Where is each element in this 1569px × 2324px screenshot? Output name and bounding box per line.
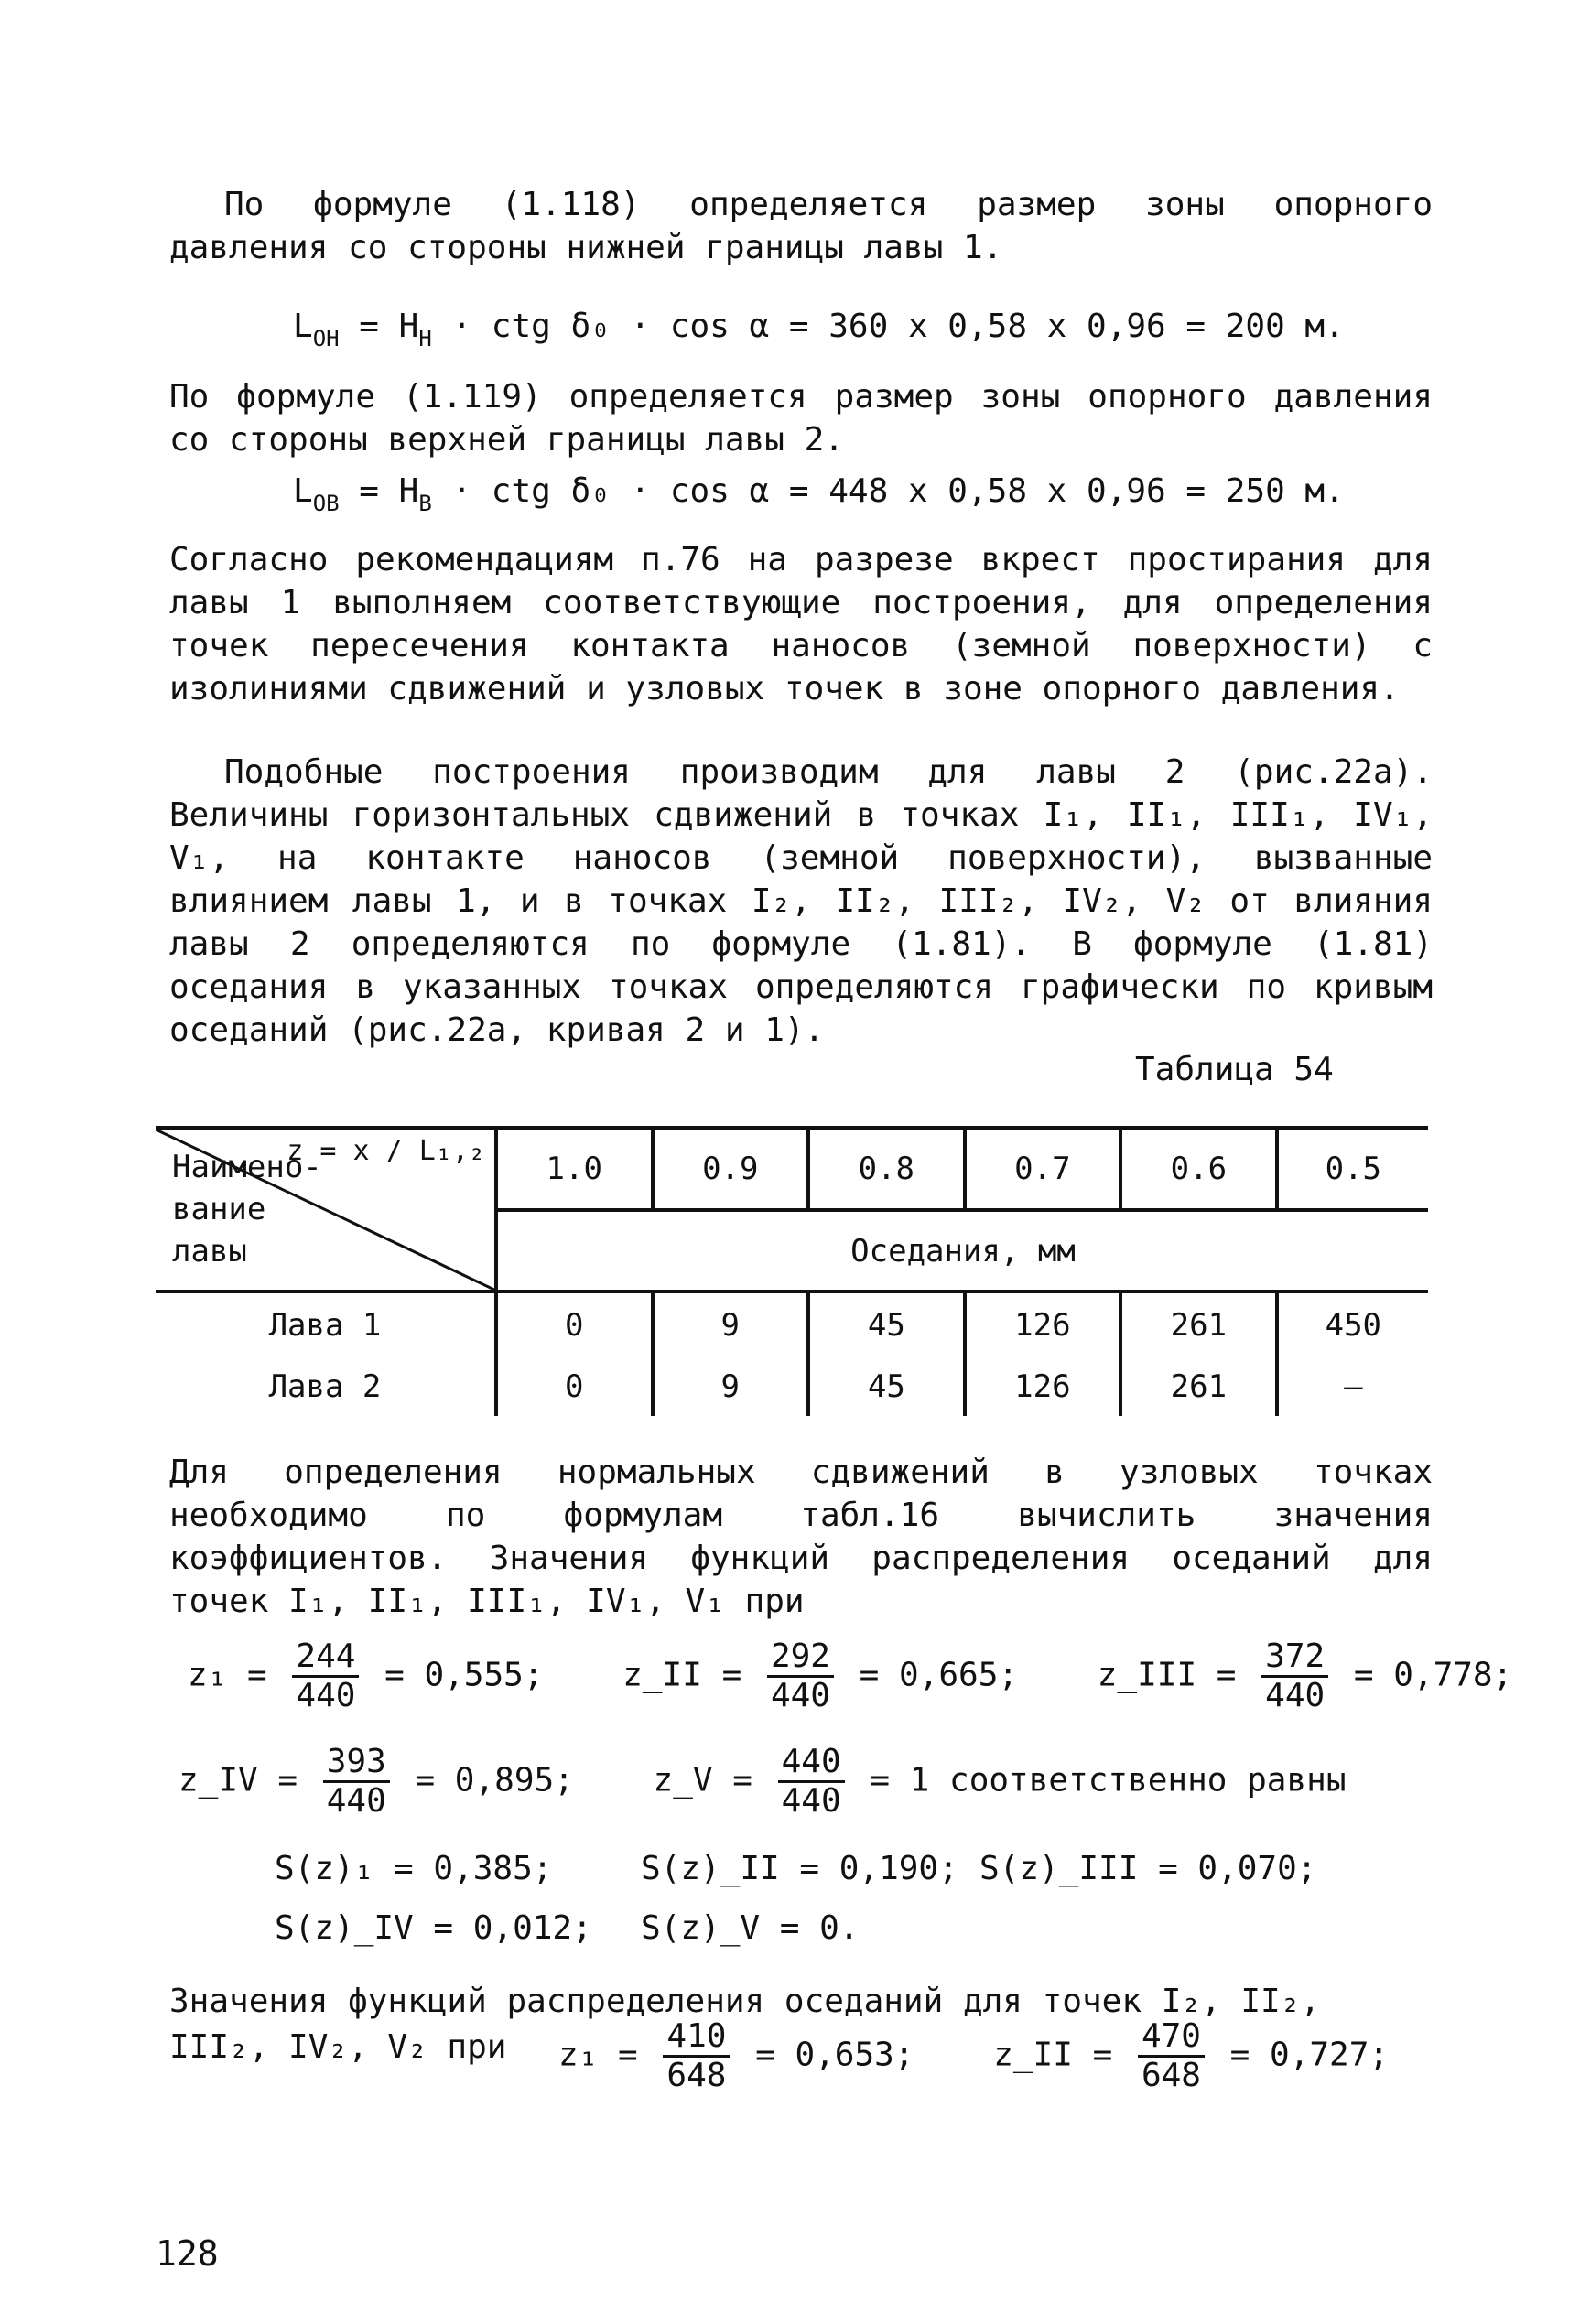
formula-l-oh: $L_{ОН} = H_Н$ · ctg δ₀ · cos α = 360 x 0,58 x 0,96 = 200 м. bbox=[293, 308, 1345, 351]
z-header-cell: 0.8 bbox=[808, 1128, 965, 1210]
table-row bbox=[156, 1357, 1428, 1416]
fraction: $\frac{244}{440}$ bbox=[292, 1638, 359, 1714]
table-cell: 0 bbox=[496, 1292, 653, 1357]
table-cell: 261 bbox=[1120, 1357, 1277, 1416]
z-calc-row-1: z₁ = $\frac{244}{440}$ = 0,555; z_II = $\frac{292}{440}$ = 0,665; z_III = $\frac{372}{440}$ = 0,778; bbox=[188, 1638, 1513, 1714]
s-value-4: S(z)_IV = 0,012; bbox=[275, 1909, 592, 1947]
s-value-1: S(z)₁ = 0,385; bbox=[275, 1850, 553, 1887]
fraction: $\frac{372}{440}$ bbox=[1261, 1638, 1328, 1714]
z-header-cell: 0.6 bbox=[1120, 1128, 1277, 1210]
table-54 bbox=[156, 1126, 1428, 1416]
paragraph-6-line-2: III₂, IV₂, V₂ при bbox=[169, 2028, 507, 2066]
table-corner-cell bbox=[156, 1128, 496, 1292]
z-calc-row-3: z₁ = $\frac{410}{648}$ = 0,653; z_II = $\frac{470}{648}$ = 0,727; bbox=[558, 2017, 1390, 2094]
fraction: $\frac{410}{648}$ bbox=[663, 2018, 730, 2094]
table-cell: 45 bbox=[808, 1292, 965, 1357]
paragraph-1: По формуле (1.118) определяется размер зоны опорного давления со стороны нижней границы лавы 1. bbox=[169, 186, 1433, 266]
row-name: Лава 2 bbox=[268, 1368, 382, 1405]
table-cell: 126 bbox=[965, 1357, 1121, 1416]
table-cell: – bbox=[1277, 1357, 1428, 1416]
paragraph-5: Для определения нормальных сдвижений в узловых точках необходимо по формулам табл.16 вычислить значения коэффициентов. Значения функций распределения оседаний для точек I₁, II₁, III₁, IV₁, V₁ при bbox=[169, 1454, 1433, 1620]
table-cell: 45 bbox=[808, 1357, 965, 1416]
z-header-cell: 0.7 bbox=[965, 1128, 1121, 1210]
s-value-3: S(z)_III = 0,070; bbox=[979, 1850, 1317, 1887]
table-cell: 0 bbox=[496, 1357, 653, 1416]
paragraph-6-line-1: Значения функций распределения оседаний для точек I₂, II₂, bbox=[169, 1983, 1321, 2020]
fraction: $\frac{292}{440}$ bbox=[767, 1638, 834, 1714]
table-row bbox=[156, 1292, 1428, 1357]
page-number: 128 bbox=[156, 2233, 219, 2274]
table-cell: 126 bbox=[965, 1292, 1121, 1357]
z-header-cell: 0.5 bbox=[1277, 1128, 1428, 1210]
fraction: $\frac{440}{440}$ bbox=[778, 1744, 845, 1820]
z-header-cell: 0.9 bbox=[653, 1128, 809, 1210]
paragraph-2: По формуле (1.119) определяется размер зоны опорного давления со стороны верхней границы лавы 2. bbox=[169, 378, 1433, 459]
subheader-cell: Оседания, мм bbox=[496, 1210, 1428, 1292]
z-calc-row-2: z_IV = $\frac{393}{440}$ = 0,895; z_V = $\frac{440}{440}$ = 1 соответственно равны bbox=[179, 1743, 1347, 1820]
fraction: $\frac{393}{440}$ bbox=[323, 1744, 390, 1820]
s-value-5: S(z)_V = 0. bbox=[641, 1909, 860, 1947]
table-cell: 261 bbox=[1120, 1292, 1277, 1357]
fraction: $\frac{470}{648}$ bbox=[1138, 2018, 1205, 2094]
table-cell: 9 bbox=[653, 1292, 809, 1357]
table-caption: Таблица 54 bbox=[1135, 1051, 1334, 1088]
paragraph-3: Согласно рекомендациям п.76 на разрезе вкрест простирания для лавы 1 выполняем соответствующие построения, для определения точек пересечения контакта наносов (земной поверхности) с изолиниями сдвижений и узловых точек в зоне опорного давления. bbox=[169, 541, 1433, 708]
row-name: Лава 1 bbox=[268, 1307, 382, 1344]
s-value-2: S(z)_II = 0,190; bbox=[641, 1850, 958, 1887]
table-cell: 9 bbox=[653, 1357, 809, 1416]
corner-name-label: Наимено- вание лавы bbox=[172, 1149, 322, 1270]
formula-l-ob: $L_{ОВ} = H_В$ · ctg δ₀ · cos α = 448 x 0,58 x 0,96 = 250 м. bbox=[293, 472, 1345, 516]
paragraph-4: Подобные построения производим для лавы 2 (рис.22а). Величины горизонтальных сдвижений в точках I₁, II₁, III₁, IV₁, V₁, на контакте наносов (земной поверхности), вызванные влиянием лавы 1, и в точках I₂, II₂, III₂, IV₂, V₂ от влияния лавы 2 определяются по формуле (1.81). В формуле (1.81) оседания в указанных точках определяются графически по кривым оседаний (рис.22а, кривая 2 и 1). bbox=[169, 753, 1433, 1049]
corner-z-label: z = x / L₁,₂ bbox=[287, 1135, 485, 1167]
z-header-cell: 1.0 bbox=[496, 1128, 653, 1210]
table-cell: 450 bbox=[1277, 1292, 1428, 1357]
